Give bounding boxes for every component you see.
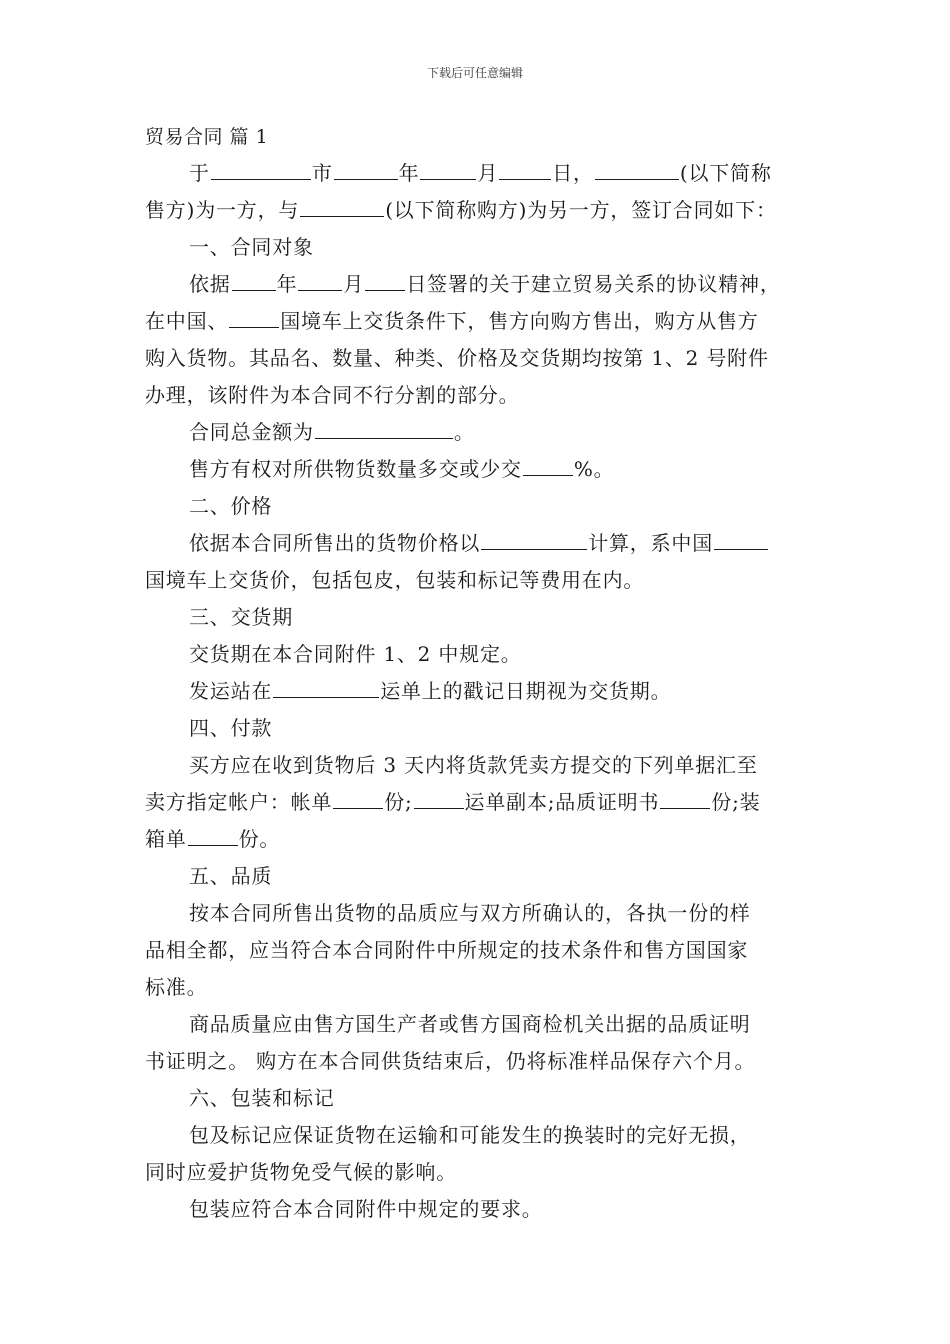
section-3-heading: 三、交货期 — [189, 605, 293, 629]
blank-seller[interactable] — [595, 158, 679, 180]
section-1-heading: 一、合同对象 — [189, 235, 314, 259]
blank-total-amount[interactable] — [315, 417, 453, 439]
p7-line-2: 卖方指定帐户：帐单 份; 运单副本;品质证明书 份;装 — [145, 787, 760, 817]
blank-packing-list-copies[interactable] — [188, 824, 238, 846]
section-2-heading: 二、价格 — [189, 494, 273, 518]
blank-price-basis[interactable] — [481, 528, 587, 550]
delivery-period-line: 交货期在本合同附件 1、2 中规定。 — [189, 642, 522, 666]
intro-line-1: 于 市 年 月 日， (以下简称 — [189, 158, 772, 188]
page-header: 下载后可任意编辑 — [426, 66, 523, 80]
p7-line-1: 买方应在收到货物后 3 天内将货款凭卖方提交的下列单据汇至 — [189, 753, 758, 777]
blank-price-country[interactable] — [714, 528, 768, 550]
p8-line-2: 品相全都，应当符合本合同附件中所规定的技术条件和售方国国家 — [145, 938, 749, 962]
blank-sign-month[interactable] — [298, 269, 342, 291]
section-6-heading: 六、包装和标记 — [189, 1086, 335, 1110]
p1-line-3: 购入货物。其品名、数量、种类、价格及交货期均按第 1、2 号附件 — [145, 346, 769, 370]
shipping-station-line: 发运站在 运单上的戳记日期视为交货期。 — [189, 676, 671, 706]
blank-sign-year[interactable] — [232, 269, 276, 291]
p10-line-2: 同时应爱护货物免受气候的影响。 — [145, 1160, 457, 1184]
blank-sign-day[interactable] — [365, 269, 405, 291]
p1-line-1: 依据 年 月 日签署的关于建立贸易关系的协议精神， — [189, 269, 781, 299]
p7-line-3: 箱单 份。 — [145, 824, 280, 854]
section-4-heading: 四、付款 — [189, 716, 273, 740]
p4-line-2: 国境车上交货价，包括包皮，包装和标记等费用在内。 — [145, 568, 645, 592]
blank-day[interactable] — [499, 158, 551, 180]
p8-line-3: 标准。 — [145, 975, 208, 999]
intro-line-2: 售方)为一方，与 (以下简称购方)为另一方，签订合同如下： — [145, 195, 777, 225]
total-amount-line: 合同总金额为 。 — [189, 417, 475, 447]
quantity-tolerance-line: 售方有权对所供物货数量多交或少交 %。 — [189, 454, 614, 484]
blank-city[interactable] — [211, 158, 311, 180]
p4-line-1: 依据本合同所售出的货物价格以 计算，系中国 — [189, 528, 769, 558]
blank-station[interactable] — [273, 676, 379, 698]
blank-year[interactable] — [334, 158, 398, 180]
blank-quality-cert-copies[interactable] — [660, 787, 710, 809]
p9-line-1: 商品质量应由售方国生产者或售方国商检机关出据的品质证明 — [189, 1012, 751, 1036]
p9-line-2: 书证明之。 购方在本合同供货结束后，仍将标准样品保存六个月。 — [145, 1049, 756, 1073]
blank-tolerance[interactable] — [523, 454, 573, 476]
document-title: 贸易合同 篇 1 — [145, 126, 269, 148]
p1-line-2: 在中国、 国境车上交货条件下，售方向购方售出，购方从售方 — [145, 306, 759, 336]
p8-line-1: 按本合同所售出货物的品质应与双方所确认的，各执一份的样 — [189, 901, 751, 925]
p11-line: 包装应符合本合同附件中规定的要求。 — [189, 1197, 543, 1221]
blank-month[interactable] — [420, 158, 476, 180]
section-5-heading: 五、品质 — [189, 864, 273, 888]
blank-buyer[interactable] — [300, 195, 384, 217]
p10-line-1: 包及标记应保证货物在运输和可能发生的换装时的完好无损， — [189, 1123, 751, 1147]
p1-line-4: 办理，该附件为本合同不行分割的部分。 — [145, 383, 520, 407]
blank-waybill-copies[interactable] — [414, 787, 464, 809]
blank-bill-copies[interactable] — [333, 787, 383, 809]
blank-country[interactable] — [229, 306, 279, 328]
